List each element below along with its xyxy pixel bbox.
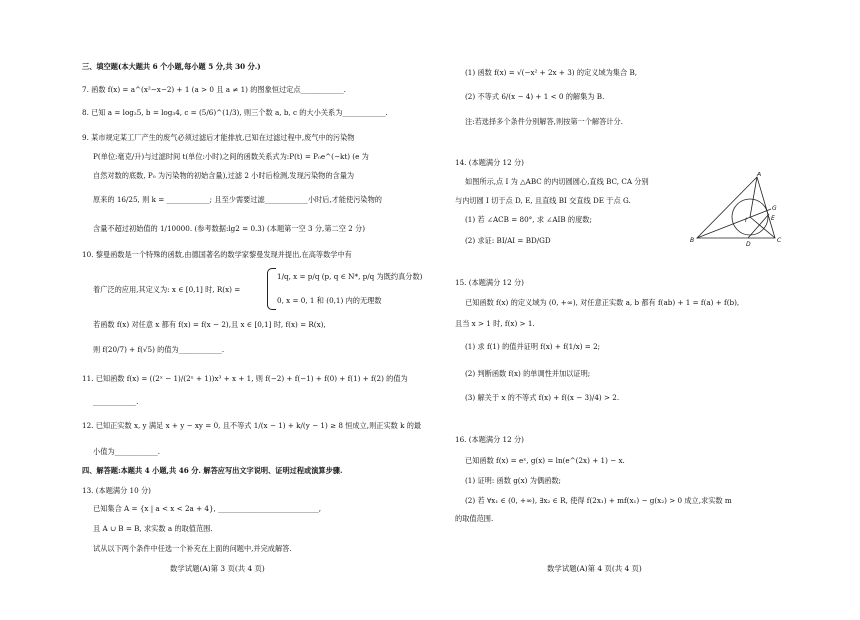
question-14-line-4: (2) 求证: BI/AI = BD/GD	[465, 236, 551, 245]
question-10-line-3: 若函数 f(x) 对任意 x 都有 f(x) = f(x − 2),且 x ∈ [0,1] 时, f(x) = R(x),	[93, 320, 326, 329]
question-12-line-1: 12. 已知正实数 x, y 满足 x + y − xy = 0, 且不等式 1/(x − 1) + k/(y − 1) ≥ 8 恒成立,则正实数 k 的最	[82, 421, 422, 430]
label-g: G	[772, 205, 777, 212]
section4-title: 四、解答题:本题共 4 小题,共 46 分. 解答应写出文字说明、证明过程或演算步骤.	[82, 466, 343, 475]
page-footer-left: 数学试题(A)第 3 页(共 4 页)	[170, 564, 265, 573]
question-13-header: 13. (本题满分 10 分)	[82, 486, 151, 495]
question-9-line-4: 原来的 16/25, 则 k = ____________; 且至少需要过滤____________小时后,才能使污染物的	[93, 195, 382, 204]
question-10-case-1: 1/q, x = p/q (p, q ∈ N*, p/q 为既约真分数)	[277, 272, 423, 281]
piecewise-brace	[267, 268, 276, 310]
question-14-header: 14. (本题满分 12 分)	[455, 158, 524, 167]
question-15-line-3: (1) 求 f(1) 的值并证明 f(x) + f(1/x) = 2;	[465, 342, 601, 351]
question-16-line-4: 的取值范围.	[455, 514, 494, 523]
label-i: I	[745, 217, 747, 224]
question-9-line-3: 自然对数的底数, P₀ 为污染物的初始含量),过滤 2 小时后检测,发现污染物的含量为	[93, 171, 355, 180]
question-15-line-1: 已知函数 f(x) 的定义域为 (0, +∞), 对任意正实数 a, b 都有 f(ab) + 1 = f(a) + f(b),	[465, 298, 740, 307]
question-10-case-2: 0, x = 0, 1 和 (0,1) 内的无理数	[277, 296, 382, 305]
question-10-line-4: 则 f(20/7) + f(√5) 的值为____________.	[93, 345, 225, 354]
question-13-line-3: 试从以下两个条件中任选一个补充在上面的问题中,并完成解答.	[93, 544, 292, 553]
question-10-line-1: 10. 黎曼函数是一个特殊的函数,由德国著名的数学家黎曼发现并提出,在高等数学中有	[82, 250, 352, 259]
label-b: B	[690, 237, 695, 244]
left-column	[75, 0, 430, 620]
question-13-line-1: 已知集合 A = {x | a < x < 2a + 4}, ____________________________,	[93, 504, 322, 513]
question-13-line-2: 且 A ∪ B = B, 求实数 a 的取值范围.	[93, 524, 213, 533]
question-10-line-2: 着广泛的应用,其定义为: x ∈ [0,1] 时, R(x) =	[93, 285, 241, 294]
question-12-line-2: 小值为____________.	[93, 447, 160, 456]
question-16-line-2: (1) 证明: 函数 g(x) 为偶函数;	[465, 476, 561, 485]
label-e: E	[771, 215, 775, 222]
question-15-line-5: (3) 解关于 x 的不等式 f(x) + f((x − 3)/4) > 2.	[465, 393, 620, 402]
page-footer-right: 数学试题(A)第 4 页(共 4 页)	[547, 564, 642, 573]
question-11-line-2: ____________.	[93, 397, 139, 406]
label-c: C	[777, 237, 782, 244]
condition-1: (1) 函数 f(x) = √(−x² + 2x + 3) 的定义域为集合 B,	[465, 68, 638, 77]
question-14-line-2: 与内切圆 I 切于点 D, E, 且直线 BI 交直线 DE 于点 G.	[455, 196, 631, 205]
question-9-line-5: 含量不超过初始值的 1/10000. (参考数据:lg2 = 0.3) (本题第一空 3 分,第二空 2 分)	[93, 224, 366, 233]
question-8: 8. 已知 a = log₂5, b = log₃4, c = (5/6)^(1/3), 则三个数 a, b, c 的大小关系为____________.	[82, 108, 388, 117]
question-14-line-1: 如图所示,点 I 为 △ABC 的内切圆圆心,直线 BC, CA 分别	[465, 177, 649, 186]
section3-title: 三、填空题(本大题共 6 个小题,每小题 5 分,共 30 分.)	[82, 62, 261, 71]
triangle-incircle-figure	[687, 172, 787, 248]
label-d: D	[746, 241, 751, 248]
right-column	[455, 0, 785, 620]
question-15-line-4: (2) 判断函数 f(x) 的单调性并加以证明;	[465, 369, 591, 378]
label-a: A	[757, 172, 762, 178]
line-bi	[697, 209, 771, 238]
question-16-line-1: 已知函数 f(x) = eˣ, g(x) = ln(e^(2x) + 1) − x.	[465, 456, 625, 465]
condition-2: (2) 不等式 6/(x − 4) + 1 < 0 的解集为 B.	[465, 92, 605, 101]
question-7: 7. 函数 f(x) = a^(x²−x−2) + 1 (a > 0 且 a ≠ 1) 的图象恒过定点____________.	[82, 85, 346, 94]
question-16-line-3: (2) 若 ∀x₁ ∈ (0, +∞), ∃x₂ ∈ R, 使得 f(2x₁) + mf(x₁) − g(x₂) > 0 成立,求实数 m	[465, 496, 732, 505]
question-14-line-3: (1) 若 ∠ACB = 80°, 求 ∠AIB 的度数;	[465, 215, 592, 224]
question-15-header: 15. (本题满分 12 分)	[455, 278, 524, 287]
note: 注:若选择多个条件分别解答,则按第一个解答计分.	[465, 117, 623, 126]
question-9-line-2: P(单位:毫克/升)与过滤时间 t(单位:小时)之间的函数关系式为:P(t) = P₀e^(−kt) (e 为	[93, 152, 369, 161]
question-11-line-1: 11. 已知函数 f(x) = ((2ˣ − 1)/(2ˣ + 1))x³ + x + 1, 则 f(−2) + f(−1) + f(0) + f(1) + f(2) 的值为	[82, 374, 408, 383]
question-16-header: 16. (本题满分 12 分)	[455, 435, 524, 444]
question-9-line-1: 9. 某市规定某工厂产生的废气必须过滤后才能排放,已知在过滤过程中,废气中的污染物	[82, 133, 355, 142]
question-15-line-2: 且当 x > 1 时, f(x) > 1.	[455, 319, 535, 328]
